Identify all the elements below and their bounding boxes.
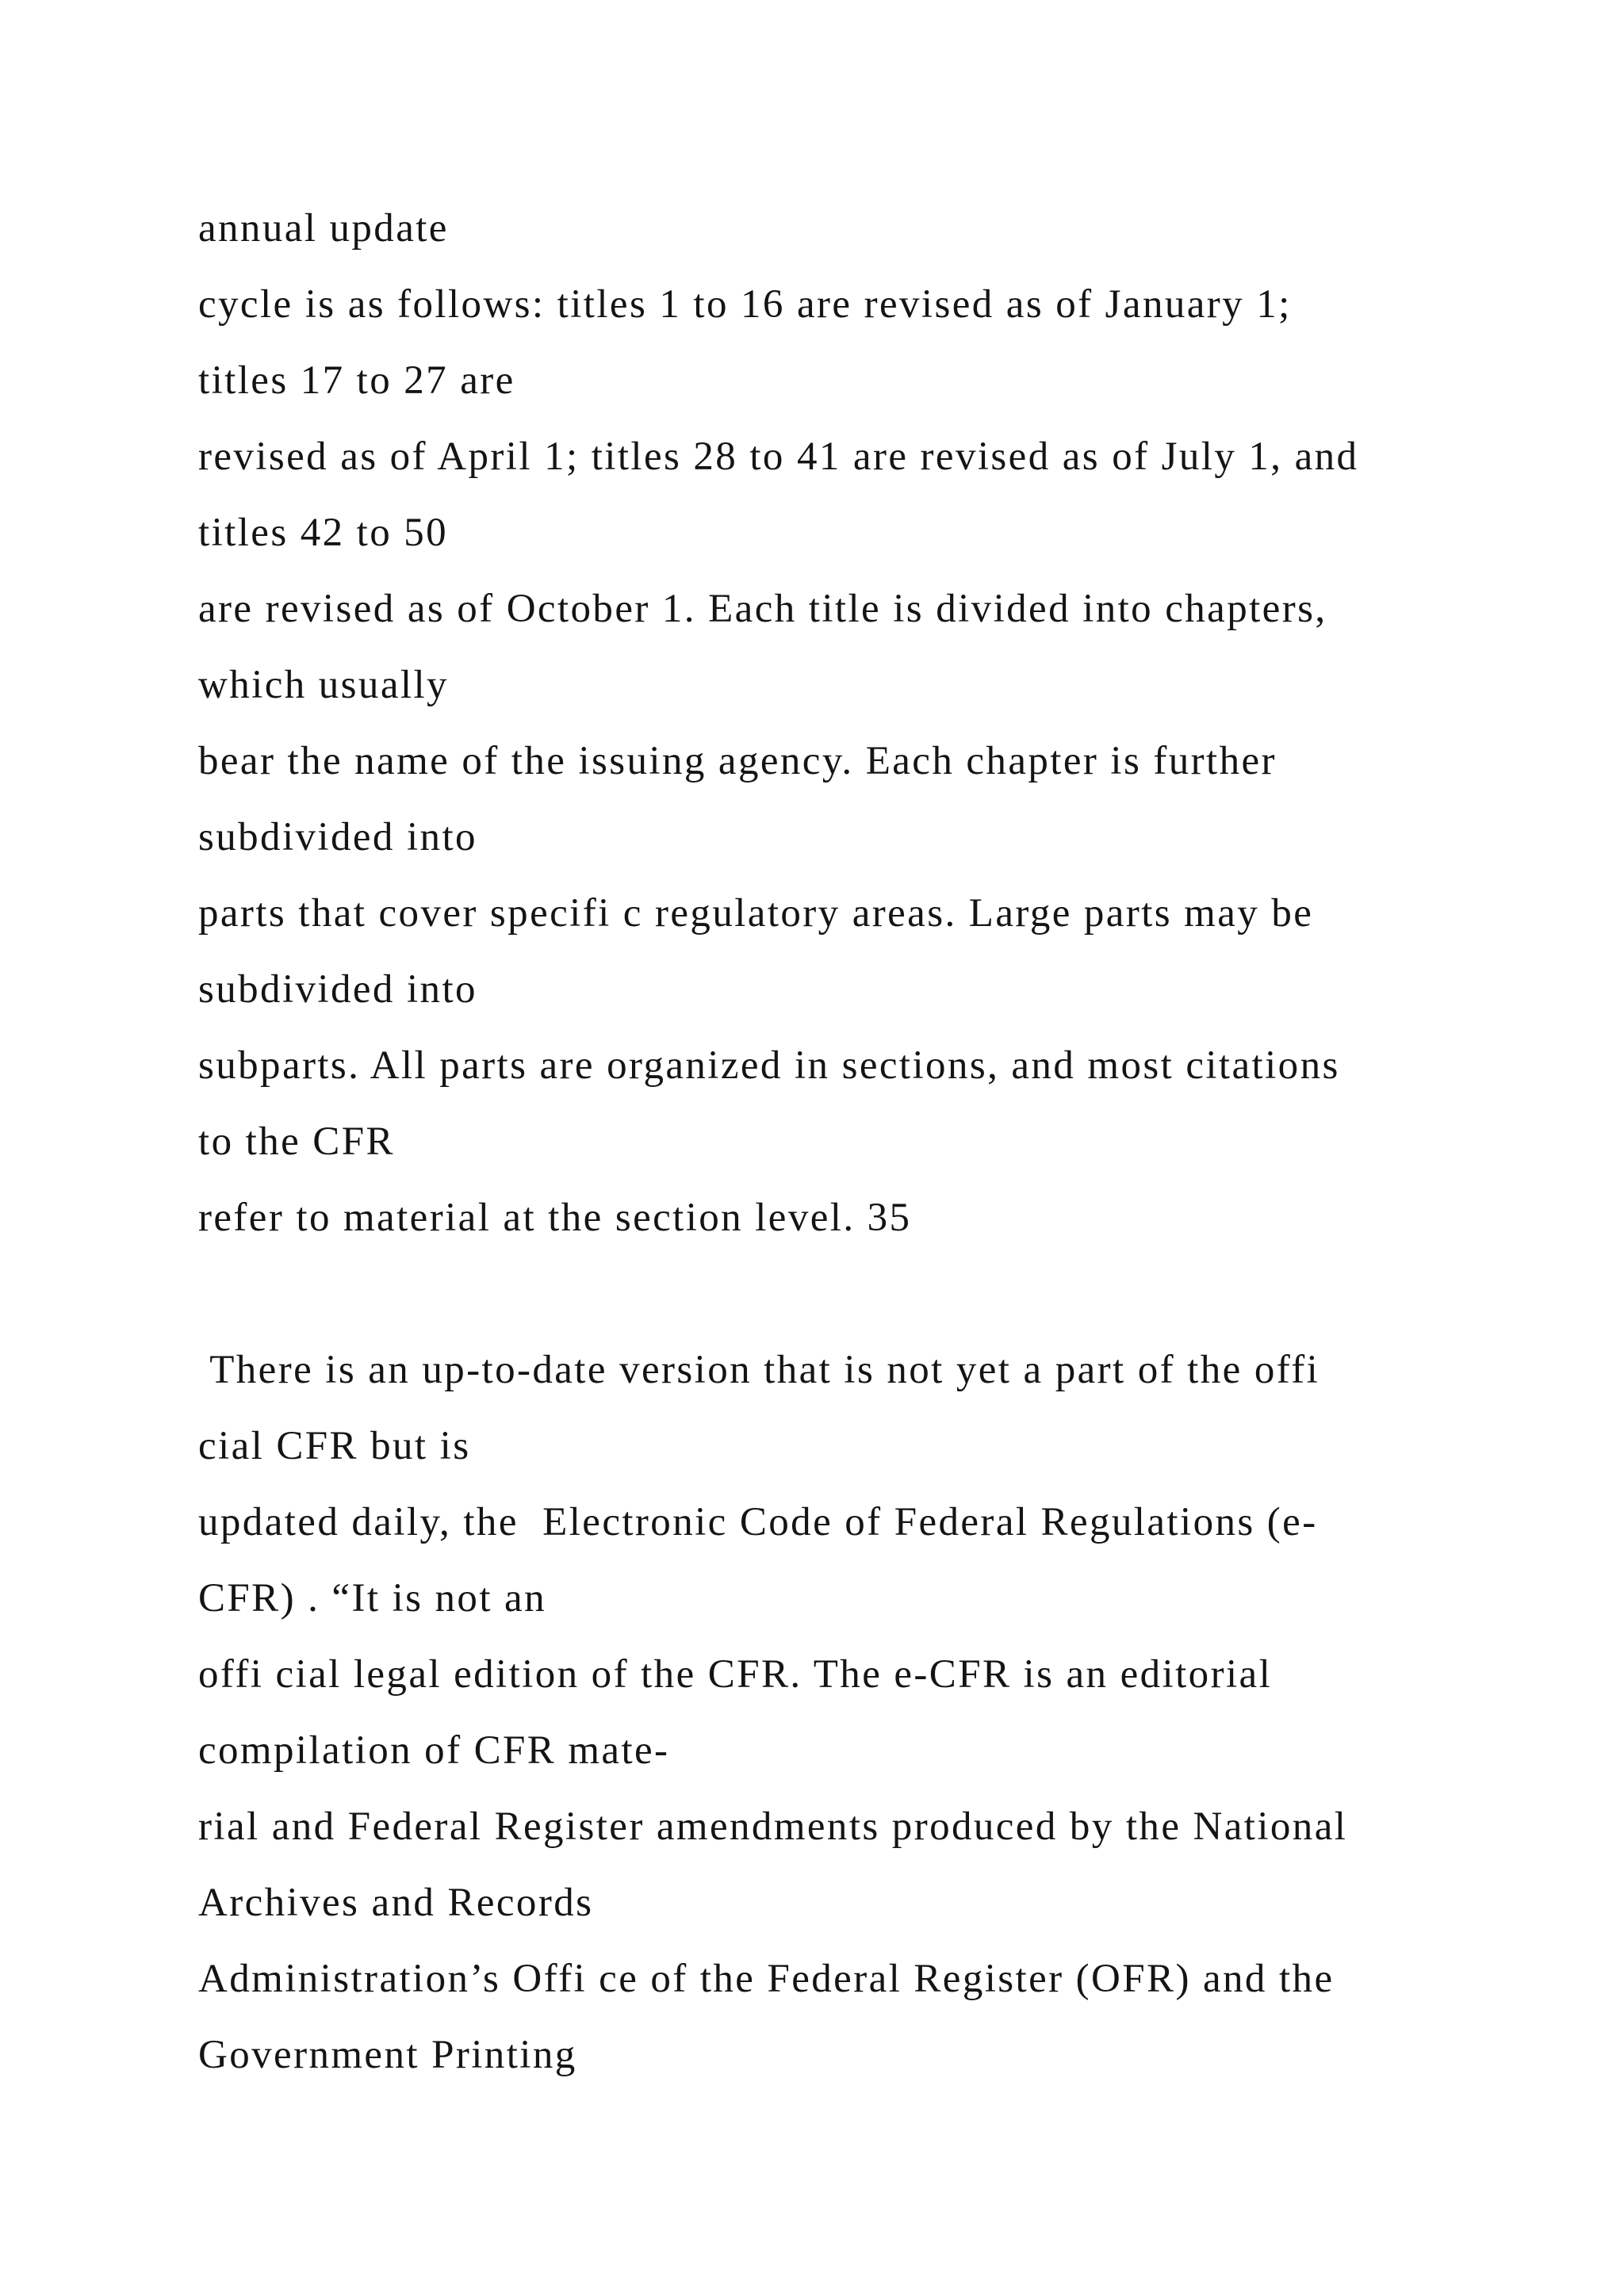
text-line: subdivided into [198, 815, 477, 859]
text-line: to the CFR [198, 1119, 395, 1164]
text-line: subparts. All parts are organized in sections, and most citations [198, 1043, 1340, 1088]
text-line: Administration’s Offi ce of the Federal Register (OFR) and the [198, 1957, 1335, 2001]
text-line: revised as of April 1; titles 28 to 41 are revised as of July 1, and [198, 434, 1359, 479]
text-line: offi cial legal edition of the CFR. The e-CFR is an editorial [198, 1652, 1273, 1697]
text-line: CFR) . “It is not an [198, 1576, 546, 1621]
text-line: annual update [198, 206, 449, 251]
text-line: compilation of CFR mate- [198, 1728, 670, 1773]
document-body [198, 190, 1546, 2093]
text-line: titles 42 to 50 [198, 511, 449, 555]
text-line: Archives and Records [198, 1881, 594, 1925]
text-line: are revised as of October 1. Each title is divided into chapters, [198, 587, 1327, 631]
text-line: parts that cover specifi c regulatory areas. Large parts may be [198, 891, 1314, 936]
text-line: cial CFR but is [198, 1424, 471, 1468]
text-line: bear the name of the issuing agency. Each chapter is further [198, 739, 1277, 783]
text-line: Government Printing [198, 2033, 577, 2077]
text-line: titles 17 to 27 are [198, 358, 515, 403]
text-line: updated daily, the Electronic Code of Federal Regulations (e- [198, 1500, 1318, 1544]
text-line: cycle is as follows: titles 1 to 16 are revised as of January 1; [198, 282, 1292, 327]
paragraph-spacer [198, 1256, 1546, 1332]
text-line: rial and Federal Register amendments produced by the National [198, 1804, 1348, 1849]
text-line: which usually [198, 663, 449, 707]
text-line: There is an up-to-date version that is not yet a part of the offi [198, 1348, 1320, 1392]
text-line: refer to material at the section level. 35 [198, 1196, 912, 1240]
text-line: subdivided into [198, 967, 477, 1012]
